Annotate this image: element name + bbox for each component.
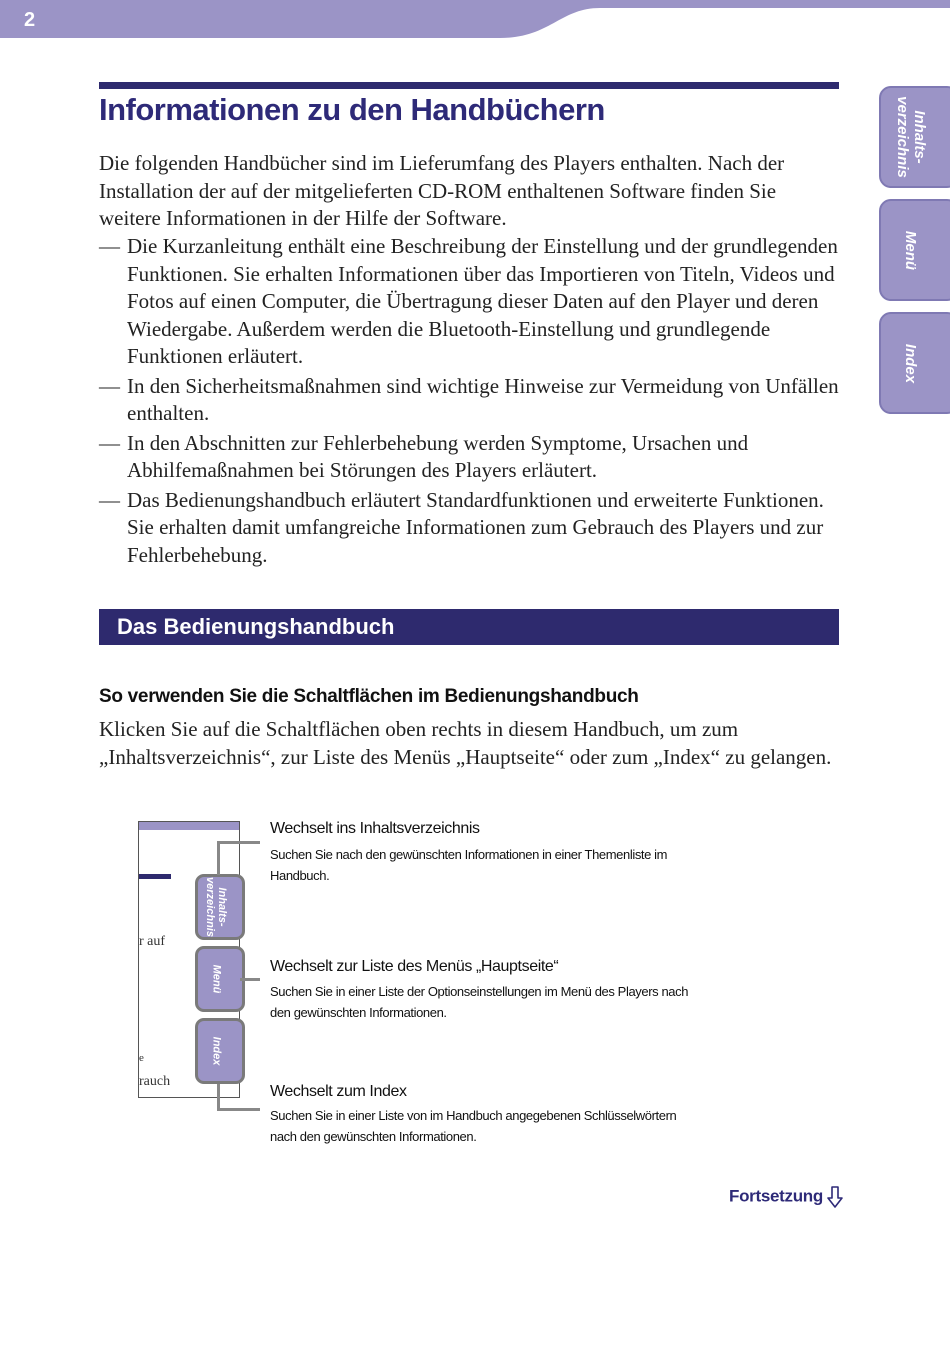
callout-description: Suchen Sie in einer Liste der Optionseinstellungen im Menü des Players nach den gewünschten Informationen. [270, 984, 689, 1020]
continuation-link[interactable] [729, 1186, 843, 1208]
mini-tab-menu [195, 946, 245, 1012]
section-title: Das Bedienungshandbuch [117, 614, 395, 639]
callout-description: Suchen Sie nach den gewünschten Informationen in einer Themenliste im Handbuch. [270, 847, 668, 883]
callout-title: Wechselt ins Inhaltsverzeichnis [270, 820, 480, 837]
thumbnail-rule [139, 874, 171, 879]
mini-tab-contents-label: Inhalts- verzeichnis [204, 877, 229, 937]
tab-index-label: Index [902, 343, 920, 383]
thumbnail-text: rauch [139, 1074, 171, 1089]
mini-tab-index [195, 1018, 245, 1084]
page-title: Informationen zu den Handbüchern [99, 92, 605, 127]
continuation-label: Fortsetzung [729, 1186, 823, 1206]
section-paragraph: Klicken Sie auf die Schaltflächen oben rechts in diesem Handbuch, um zum „Inhaltsverzeichnis“, zur Liste des Menüs „Hauptseite“ oder zum „Index“ zu gelangen. [99, 717, 832, 769]
tab-contents-label: Inhalts- verzeichnis [894, 96, 928, 178]
page-number: 2 [24, 9, 36, 31]
leader-line [217, 841, 220, 875]
tab-menu[interactable] [879, 199, 950, 301]
arrow-down-icon [827, 1186, 843, 1208]
list-item: — In den Sicherheitsmaßnahmen sind wichtige Hinweise zur Vermeidung von Unfällen enthalten. [99, 373, 841, 428]
leader-line [217, 1108, 260, 1111]
intro-paragraph: Die folgenden Handbücher sind im Lieferumfang des Players enthalten. Nach der Installation der auf der mitgelieferten CD-ROM enthaltenen Software finden Sie weitere Informationen in der Hilfe der Software. [99, 151, 785, 230]
mini-tab-contents [195, 874, 245, 940]
leader-line [217, 841, 260, 844]
thumbnail-band [139, 822, 239, 830]
list-item: — Das Bedienungshandbuch erläutert Standardfunktionen und erweiterte Funktionen. Sie erhalten damit umfangreiche Informationen zum Gebrauch des Players und zur Fehlerbehebung. [99, 487, 841, 570]
manual-list [99, 233, 841, 571]
tab-index[interactable] [879, 312, 950, 414]
leader-line [217, 1084, 220, 1111]
thumbnail-text: e [139, 1052, 144, 1064]
section-subheading: So verwenden Sie die Schaltflächen im Bedienungshandbuch [99, 686, 639, 707]
callout-title: Wechselt zum Index [270, 1083, 407, 1100]
mini-tab-menu-label: Menü [209, 964, 222, 994]
header-band [0, 0, 950, 40]
thumbnail-text: r auf [139, 934, 166, 949]
list-item: — In den Abschnitten zur Fehlerbehebung werden Symptome, Ursachen und Abhilfemaßnahmen bei Störungen des Players erläutert. [99, 430, 841, 485]
callout-title: Wechselt zur Liste des Menüs „Hauptseite“ [270, 958, 559, 975]
leader-line [240, 978, 260, 981]
mini-tab-index-label: Index [209, 1036, 222, 1066]
tab-contents[interactable] [879, 86, 950, 188]
section-header [99, 609, 839, 645]
tab-menu-label: Menü [902, 230, 920, 270]
callout-description: Suchen Sie in einer Liste von im Handbuch angegebenen Schlüsselwörtern nach den gewünschten Informationen. [270, 1108, 677, 1144]
title-rule [99, 82, 839, 89]
list-item: — Die Kurzanleitung enthält eine Beschreibung der Einstellung und der grundlegenden Funktionen. Sie erhalten Informationen über das Importieren von Titeln, Videos und Fotos auf einen Computer, die Übertragung dieser Daten auf den Player und deren Wiedergabe. Außerdem werden die Bluetooth-Einstellung und grundlegende Funktionen erläutert. [99, 233, 841, 371]
